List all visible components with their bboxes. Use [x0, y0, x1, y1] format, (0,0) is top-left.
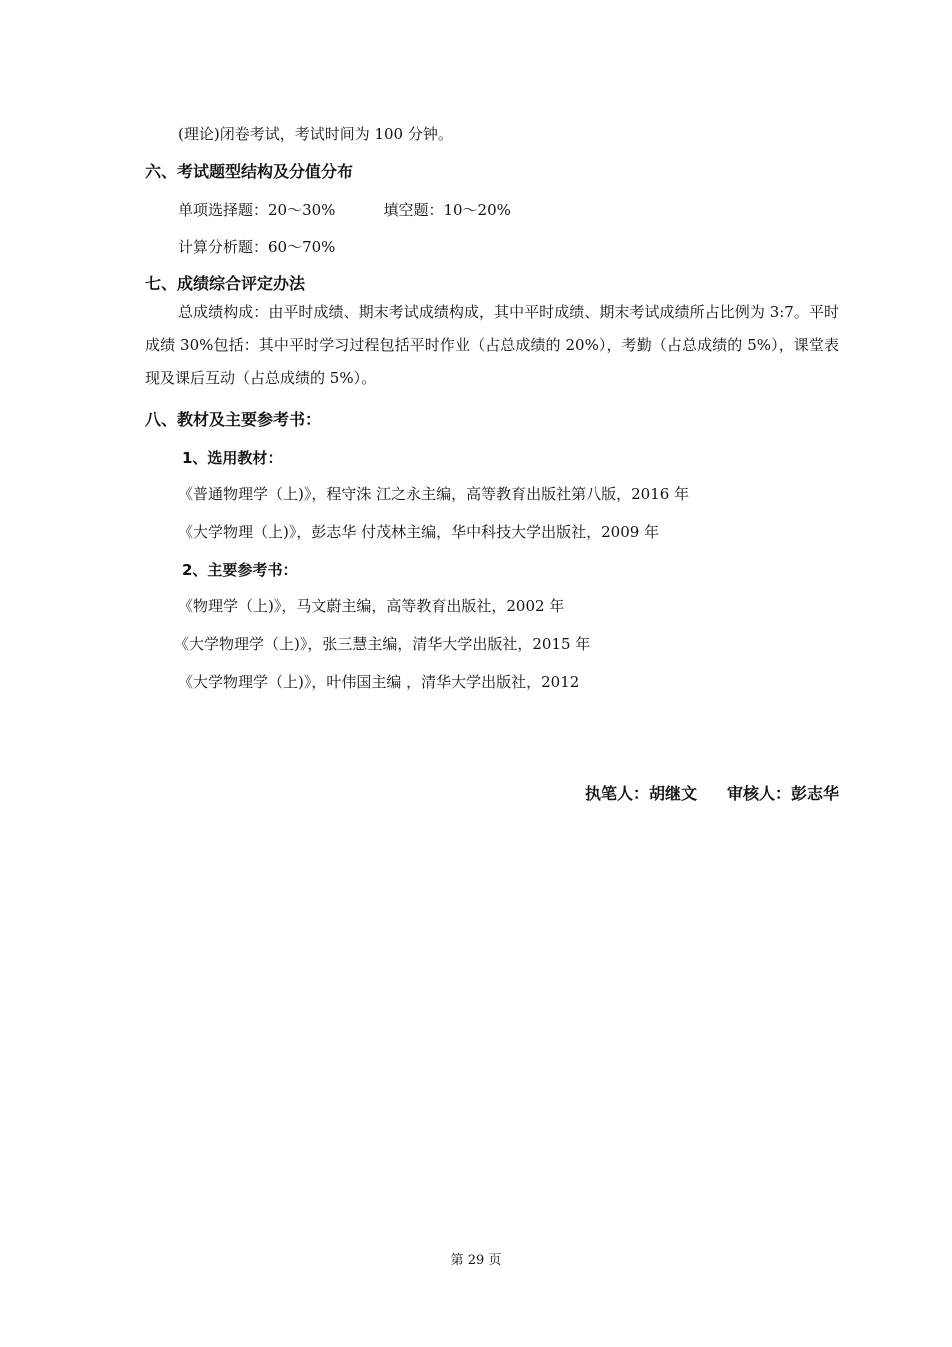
section-heading-exam-structure: 六、考试题型结构及分值分布	[145, 162, 354, 181]
grading-paragraph-text: 总成绩构成：由平时成绩、期末考试成绩构成，其中平时成绩、期末考试成绩所占比例为 3:7。平时成绩 30%包括：其中平时学习过程包括平时作业（占总成绩的 20%），考勤（占总成绩的 5%），课堂表现及课后互动（占总成绩的 5%）。	[145, 303, 839, 387]
exam-structure-row-1	[178, 200, 511, 220]
section-heading-grading: 七、成绩综合评定办法	[145, 274, 306, 293]
exam-format-text: (理论)闭卷考试，考试时间为 100 分钟。	[178, 125, 453, 143]
signature-author: 执笔人：胡继文	[584, 784, 697, 803]
reference-item: 《物理学（上)》，马文蔚主编，高等教育出版社，2002 年	[178, 597, 565, 615]
section-heading-textbooks: 八、教材及主要参考书：	[145, 410, 322, 429]
reference-item: 《大学物理学（上)》，张三慧主编，清华大学出版社，2015 年	[174, 635, 591, 653]
reference-item: 《大学物理学（上)》，叶伟国主编 ，清华大学出版社，2012	[178, 673, 580, 691]
signature-block	[585, 784, 839, 804]
textbook-item: 《普通物理学（上)》，程守洙 江之永主编，高等教育出版社第八版，2016 年	[178, 485, 690, 503]
grading-paragraph	[145, 296, 839, 395]
question-type-calculation: 计算分析题：60～70%	[178, 238, 336, 256]
textbooks-subheading: 1、选用教材：	[182, 449, 283, 467]
signature-reviewer: 审核人：彭志华	[726, 784, 839, 803]
page-number: 第 29 页	[450, 1253, 502, 1268]
references-subheading: 2、主要参考书：	[182, 561, 298, 579]
question-type-fill: 填空题：10～20%	[383, 201, 511, 219]
question-type-choice: 单项选择题：20～30%	[178, 201, 336, 219]
textbook-item: 《大学物理（上)》，彭志华 付茂林主编，华中科技大学出版社，2009 年	[178, 523, 660, 541]
